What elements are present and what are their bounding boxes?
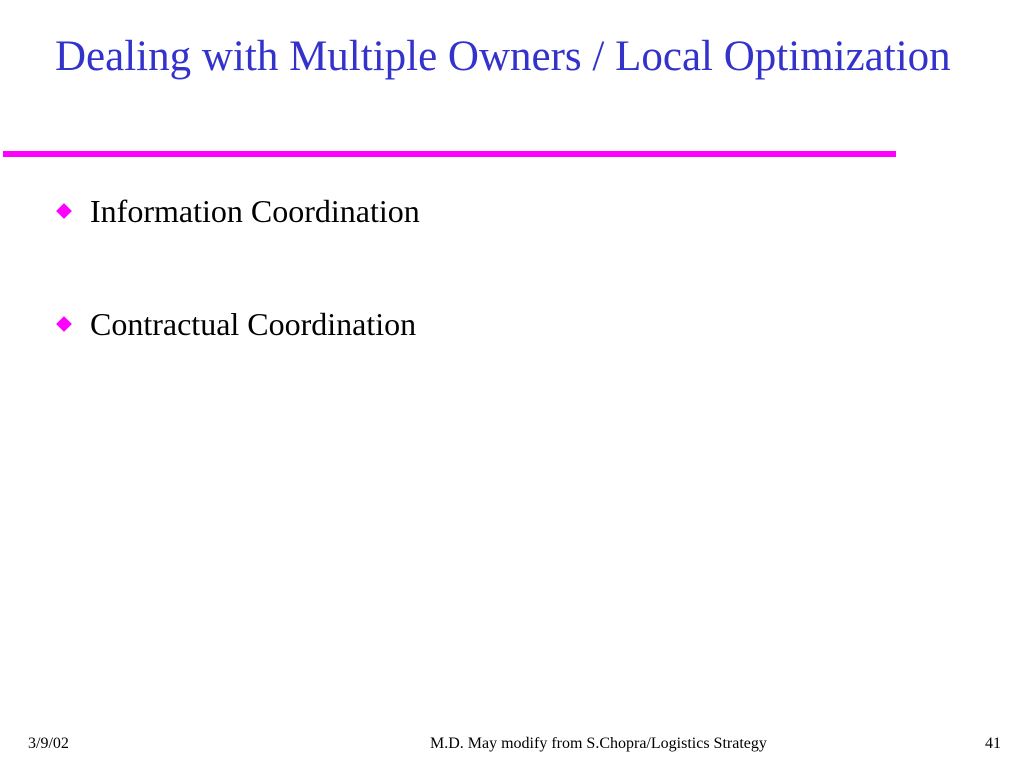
diamond-bullet-icon (56, 316, 72, 332)
bullet-item-information-coordination (56, 188, 420, 234)
bullet-text: Information Coordination (90, 192, 420, 229)
title-underline-rule (3, 151, 896, 157)
bullet-item-contractual-coordination (56, 301, 420, 347)
footer-date: 3/9/02 (28, 735, 69, 752)
diamond-bullet-icon (56, 203, 72, 219)
footer-source: M.D. May modify from S.Chopra/Logistics Strategy (430, 735, 767, 752)
bullet-list (56, 188, 420, 414)
footer-page-number: 41 (985, 735, 1001, 752)
slide-title: Dealing with Multiple Owners / Local Optimization (55, 33, 951, 80)
bullet-text: Contractual Coordination (90, 305, 417, 342)
